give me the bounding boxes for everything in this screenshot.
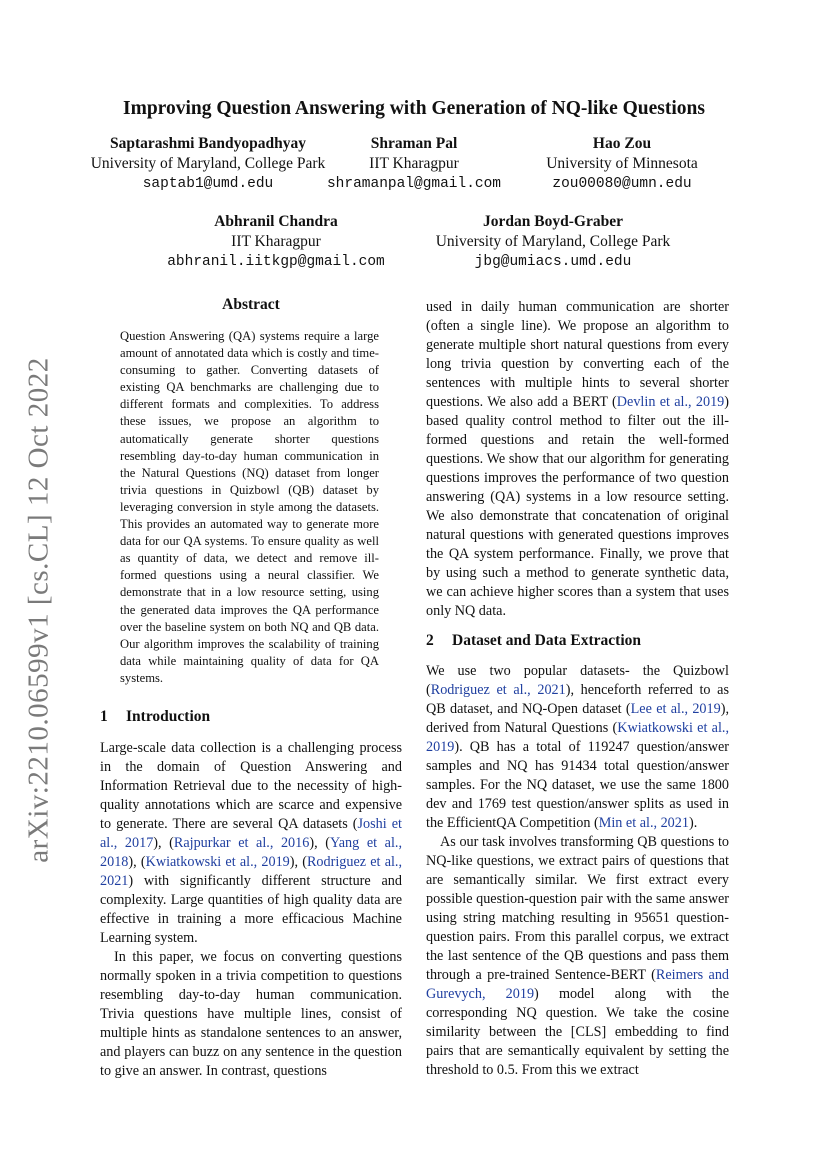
citation-link[interactable]: Min et al., 2021 (598, 815, 689, 831)
text-run: ). (688, 815, 698, 831)
text-run: ) with significantly different structure and complexity. Large quantities of high quality data are effective in training a more efficacious Machine Learning system. (100, 873, 402, 946)
citation-link[interactable]: Reimers and Gurevych, 2019 (426, 967, 730, 1002)
citation-link[interactable]: Rodriguez et al., 2021 (100, 854, 403, 889)
text-run: We use two popular datasets- the Quizbowl ( (426, 663, 729, 698)
paper-title: Improving Question Answering with Generation of NQ-like Questions (123, 98, 705, 119)
dataset-paragraph-1 (426, 662, 729, 833)
text-run: ), ( (153, 835, 174, 851)
section-title: Introduction (126, 708, 211, 725)
arxiv-stamp (14, 357, 64, 863)
citation-link[interactable]: Lee et al., 2019 (630, 701, 721, 717)
citation-link[interactable]: Joshi et al., 2017 (100, 816, 402, 851)
text-run: used in daily human communication are shorter (often a single line). We propose an algorithm to generate multiple short natural questions from every long trivia question by converting each of the sentences with multiple hints to several shorter questions. We also add a BERT ( (426, 299, 729, 410)
text-run: ), ( (289, 854, 307, 870)
author-email[interactable]: zou00080@umn.edu (552, 176, 692, 192)
section-number: 2 (426, 632, 434, 649)
citation-link[interactable]: Yang et al., 2018 (100, 835, 402, 870)
author-email[interactable]: abhranil.iitkgp@gmail.com (167, 254, 385, 270)
text-run: ) based quality control method to filter out the ill-formed questions and retain the well-formed questions. We show that our algorithm for generating questions improves the performance of two question answering (QA) systems in a low resource setting. We also demonstrate that concatenation of original natural questions with generated questions improves the QA system performance. Finally, we prove that by using such a method to generate synthetic data, we can achieve higher scores than a system that uses only NQ data. (426, 394, 730, 619)
author-block (530, 134, 714, 194)
author-affiliation: IIT Kharagpur (369, 155, 459, 172)
text-run: Large-scale data collection is a challenging process in the domain of Question Answering and Information Retrieval due to the necessity of high-quality annotations which are scarce and expensive to generate. There are several QA datasets ( (100, 740, 402, 832)
author-email[interactable]: saptab1@umd.edu (142, 176, 274, 192)
citation-link[interactable]: Rodriguez et al., 2021 (430, 682, 566, 698)
text-run: ), derived from Natural Questions ( (426, 701, 729, 736)
section-heading-introduction (100, 708, 210, 726)
author-block (424, 212, 682, 272)
abstract-body: Question Answering (QA) systems require a large amount of annotated data which is costly and time-consuming to gather. Converting datasets of existing QA benchmarks are challenging due to different formats and complexities. To address these issues, we propose an algorithm to automatically generate shorter questions resembling day-to-day human communication in the Natural Questions (NQ) dataset from longer trivia questions in Quizbowl (QB) dataset by leveraging conversion in style among the datasets. This provides an automated way to generate more data for our QA systems. To ensure quality as well as quantity of data, we detect and remove ill-formed questions using a neural classifier. We demonstrate that in a low resource setting, using the generated data improves the QA performance over the baseline system on both NQ and QB data. Our algorithm improves the scalability of training data while maintaining quality of data for QA systems. (120, 329, 379, 685)
left-column-body (100, 739, 402, 1081)
author-block (82, 134, 334, 194)
author-name: Jordan Boyd-Graber (483, 213, 623, 230)
author-name: Hao Zou (592, 135, 652, 152)
citation-link[interactable]: Kwiatkowski et al., 2019 (145, 854, 290, 870)
section-number: 1 (100, 708, 108, 725)
right-column-body (426, 298, 729, 621)
citation-link[interactable]: Rajpurkar et al., 2016 (173, 835, 310, 851)
text-run: As our task involves transforming QB questions to NQ-like questions, we extract pairs of questions that are semantically similar. We first extract every possible question-question pair with the same answer using string matching resulting in 95651 question-question pairs. From this parallel corpus, we extract the last sentence of the QB questions and pass them through a pre-trained Sentence-BERT ( (426, 834, 729, 983)
author-email[interactable]: jbg@umiacs.umd.edu (474, 254, 632, 270)
author-name: Shraman Pal (370, 135, 458, 152)
author-affiliation: University of Minnesota (546, 155, 698, 172)
intro-paragraph-2: In this paper, we focus on converting questions normally spoken in a trivia competition to questions resembling day-to-day human communication. Trivia questions have multiple lines, consist of multiple hints as standalone sentences to an answer, and players can buzz on any sentence in the question to give an answer. In contrast, questions (100, 949, 402, 1079)
dataset-paragraph-2 (426, 833, 729, 1080)
author-name: Abhranil Chandra (214, 213, 338, 230)
text-run: ) model along with the corresponding NQ question. We take the cosine similarity between the [CLS] embedding to find pairs that are semantically equivalent by setting the threshold to 0.5. From this we extract (426, 986, 729, 1078)
text-run: ). QB has a total of 119247 question/answer samples and NQ has 91434 total question/answer samples. For the NQ dataset, we use the same 1800 dev and 1769 test question/answer splits as used in the EfficientQA Competition ( (426, 739, 729, 831)
author-email[interactable]: shramanpal@gmail.com (326, 176, 502, 192)
section-title: Dataset and Data Extraction (452, 632, 641, 649)
intro-paragraph-1 (100, 739, 402, 948)
author-block (318, 134, 510, 194)
intro-paragraph-3 (426, 298, 729, 621)
author-name: Saptarashmi Bandyopadhyay (110, 135, 306, 152)
abstract-heading: Abstract (222, 296, 280, 313)
author-block (148, 212, 404, 272)
section-heading-dataset (426, 632, 641, 650)
right-column-body-2 (426, 662, 729, 1080)
citation-link[interactable]: Kwiatkowski et al., 2019 (426, 720, 730, 755)
text-run: ), ( (128, 854, 146, 870)
author-affiliation: University of Maryland, College Park (435, 233, 671, 250)
arxiv-stamp-text: arXiv:2210.06599v1 [cs.CL] 12 Oct 2022 (22, 357, 55, 863)
author-affiliation: IIT Kharagpur (231, 233, 321, 250)
author-affiliation: University of Maryland, College Park (90, 155, 326, 172)
citation-link[interactable]: Devlin et al., 2019 (616, 394, 725, 410)
text-run: ), ( (309, 835, 330, 851)
text-run: ), henceforth referred to as QB dataset, and NQ-Open dataset ( (426, 682, 729, 717)
